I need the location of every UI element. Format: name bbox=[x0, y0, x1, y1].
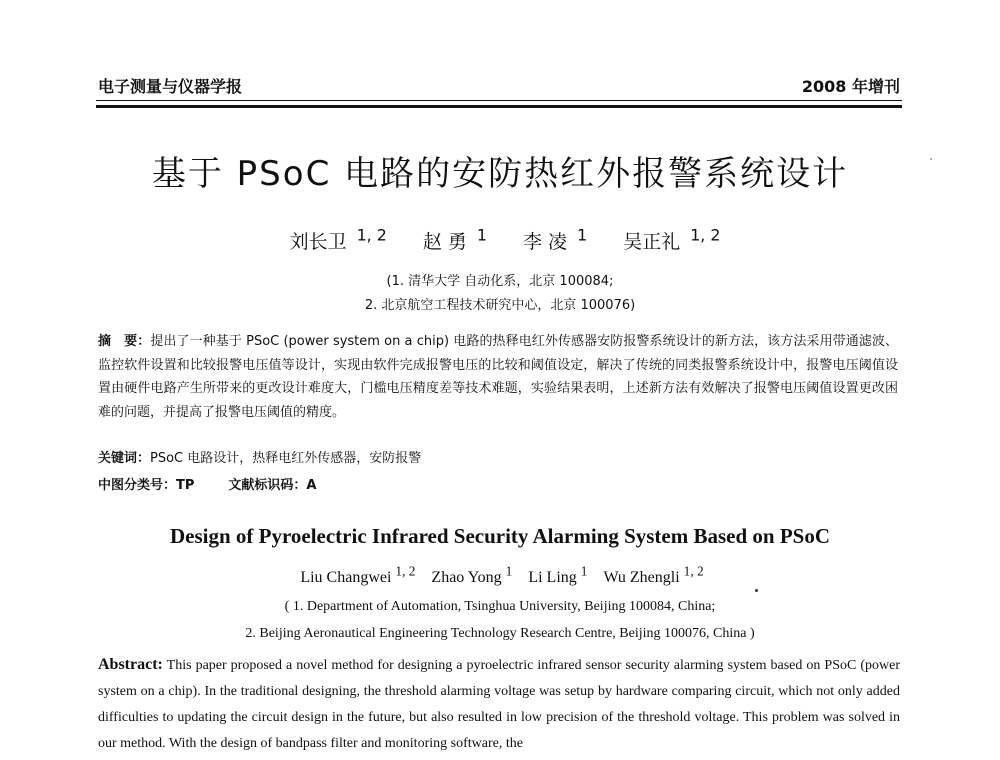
abstract-chinese bbox=[98, 330, 898, 424]
author-affiliation-mark: 1 bbox=[505, 564, 513, 579]
author-en bbox=[524, 564, 588, 587]
author-cn bbox=[613, 226, 721, 254]
author-name: Liu Changwei bbox=[300, 569, 392, 587]
keywords-label-cn: 关键词： bbox=[98, 451, 151, 466]
affiliations-english bbox=[0, 593, 1000, 647]
header-rule-thick bbox=[96, 105, 902, 108]
abstract-english bbox=[98, 652, 900, 757]
keywords-text-cn: PSoC 电路设计，热释电红外传感器，安防报警 bbox=[150, 451, 422, 466]
author-affiliation-mark: 1, 2 bbox=[683, 564, 704, 579]
running-header bbox=[98, 68, 900, 98]
document-code: 文献标识码：A bbox=[228, 478, 317, 493]
header-rule-thin bbox=[96, 100, 902, 101]
affiliation-line: ( 1. Department of Automation, Tsinghua University, Beijing 100084, China; bbox=[284, 599, 716, 614]
author-affiliation-mark: 1, 2 bbox=[356, 226, 387, 245]
author-cn bbox=[413, 226, 487, 254]
speck bbox=[755, 589, 758, 592]
abstract-label-cn: 摘 要： bbox=[98, 334, 151, 349]
author-affiliation-mark: 1 bbox=[577, 226, 588, 245]
author-en bbox=[427, 564, 513, 587]
affiliation-line: (1. 清华大学 自动化系，北京 100084; bbox=[386, 274, 614, 289]
author-cn bbox=[513, 226, 588, 254]
author-name: 吴正礼 bbox=[623, 231, 681, 254]
author-name: 刘长卫 bbox=[289, 231, 347, 254]
author-name: 赵 勇 bbox=[422, 231, 467, 254]
author-cn bbox=[280, 226, 387, 254]
author-en bbox=[296, 564, 416, 587]
title-chinese: 基于 PSoC 电路的安防热红外报警系统设计 bbox=[151, 154, 849, 194]
keywords-chinese bbox=[98, 447, 421, 466]
author-affiliation-mark: 1 bbox=[476, 226, 487, 245]
abstract-text-en: This paper proposed a novel method for designing a pyroelectric infrared sensor security alarming system based on PSoC (power system on a chip). In the traditional designing, the threshold alarming voltage was setup by hardware comparing circuit, which not only added difficulties to updating the circuit design in the future, but also resulted in low precision of the threshold voltage. This problem was solved in our method. With the design of bandpass filter and monitoring software, the bbox=[98, 658, 901, 751]
authors-chinese bbox=[0, 226, 1000, 254]
abstract-text-cn: 提出了一种基于 PSoC (power system on a chip) 电路的热释电红外传感器安防报警系统设计的新方法，该方法采用带通滤波、监控软件设置和比较报警电压值等设计，实现由软件完成报警电压的比较和阈值设定，解决了传统的同类报警系统设计中，报警电压阈值设置由硬件电路产生所带来的更改设计难度大，门槛电压精度差等技术难题，实验结果表明，上述新方法有效解决了报警电压阈值设置更改困难的问题，并提高了报警电压阈值的精度。 bbox=[98, 334, 898, 420]
authors-english bbox=[0, 564, 1000, 587]
journal-name: 电子测量与仪器学报 bbox=[98, 77, 243, 96]
title-english: Design of Pyroelectric Infrared Security Alarming System Based on PSoC bbox=[169, 524, 831, 548]
author-name: Wu Zhengli bbox=[603, 569, 680, 587]
issue-label: 2008 年增刊 bbox=[801, 77, 900, 96]
clc-number: 中图分类号：TP bbox=[98, 478, 195, 493]
author-name: Li Ling bbox=[528, 569, 577, 587]
author-name: Zhao Yong bbox=[431, 569, 502, 587]
author-affiliation-mark: 1 bbox=[580, 564, 588, 579]
affiliation-line: 2. Beijing Aeronautical Engineering Technology Research Centre, Beijing 100076, China ) bbox=[245, 626, 755, 641]
author-affiliation-mark: 1, 2 bbox=[690, 226, 721, 245]
affiliation-line: 2. 北京航空工程技术研究中心，北京 100076) bbox=[364, 298, 636, 313]
classification-chinese bbox=[98, 474, 316, 493]
author-en bbox=[599, 564, 704, 587]
affiliations-chinese bbox=[0, 270, 1000, 318]
author-affiliation-mark: 1, 2 bbox=[395, 564, 416, 579]
abstract-label-en: Abstract: bbox=[98, 656, 163, 673]
author-name: 李 凌 bbox=[523, 231, 568, 254]
